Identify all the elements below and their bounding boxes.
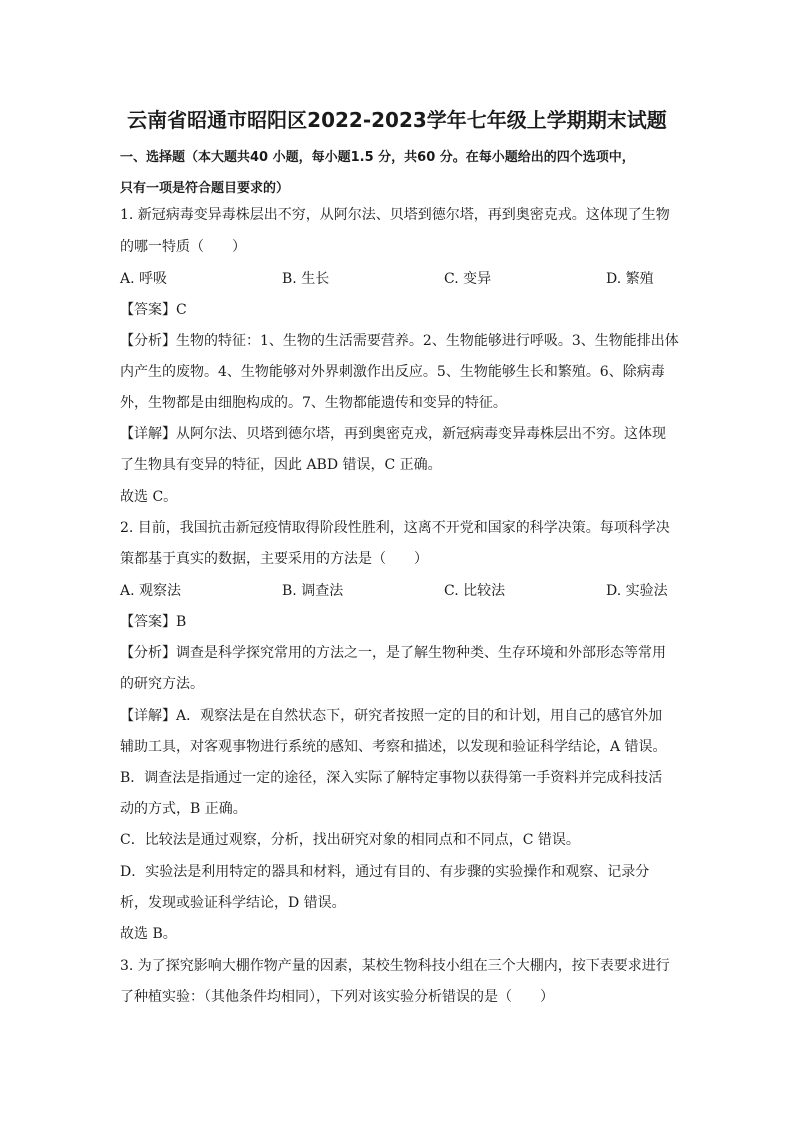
q2-detail: B．调查法是指通过一定的途径，深入实际了解特定事物以获得第一手资料并完成科技活 xyxy=(120,770,663,786)
q2-detail: 辅助工具，对客观事物进行系统的感知、考察和描述，以发现和验证科学结论，A 错误。 xyxy=(120,739,667,755)
q1-stem: 的哪一特质（ ） xyxy=(120,239,246,255)
q2-stem: 策都基于真实的数据，主要采用的方法是（ ） xyxy=(120,551,428,567)
q1-option-b: B. 生长 xyxy=(282,271,330,287)
q1-analysis: 外，生物都是由细胞构成的。7、生物都能遗传和变异的特征。 xyxy=(120,395,507,411)
q1-detail: 【详解】从阿尔法、贝塔到德尔塔，再到奥密克戎，新冠病毒变异毒株层出不穷。这体现 xyxy=(120,426,666,442)
q2-stem: 2. 目前，我国抗击新冠疫情取得阶段性胜利，这离不开党和国家的科学决策。每项科学决 xyxy=(120,520,670,536)
q3-stem: 了种植实验：（其他条件均相同），下列对该实验分析错误的是（ ） xyxy=(120,989,554,1005)
q1-analysis: 【分析】生物的特征：1、生物的生活需要营养。2、生物能够进行呼吸。3、生物能排出体 xyxy=(120,333,679,349)
q2-option-c: C. 比较法 xyxy=(444,583,506,599)
section-heading-line: 一、选择题（本大题共40 小题，每小题1.5 分，共60 分。在每小题给出的四个选项中， xyxy=(120,150,635,165)
q2-option-a: A. 观察法 xyxy=(120,583,182,599)
q1-stem: 1. 新冠病毒变异毒株层出不穷，从阿尔法、贝塔到德尔塔，再到奥密克戎。这体现了生物 xyxy=(120,207,670,223)
q1-analysis: 内产生的废物。4、生物能够对外界刺激作出反应。5、生物能够生长和繁殖。6、除病毒 xyxy=(120,364,665,380)
q2-conclusion: 故选 B。 xyxy=(120,926,177,942)
q2-detail: C．比较法是通过观察，分析，找出研究对象的相同点和不同点，C 错误。 xyxy=(120,832,580,848)
q2-detail: D．实验法是利用特定的器具和材料，通过有目的、有步骤的实验操作和观察、记录分 xyxy=(120,864,650,880)
q2-answer: 【答案】B xyxy=(120,614,187,630)
q1-detail: 了生物具有变异的特征，因此 ABD 错误，C 正确。 xyxy=(120,457,442,473)
q1-answer: 【答案】C xyxy=(120,302,187,318)
q2-analysis: 【分析】调查是科学探究常用的方法之一，是了解生物种类、生存环境和外部形态等常用 xyxy=(120,645,666,661)
q3-stem: 3. 为了探究影响大棚作物产量的因素，某校生物科技小组在三个大棚内，按下表要求进行 xyxy=(120,958,670,974)
q1-option-c: C. 变异 xyxy=(444,271,492,287)
q1-option-d: D. 繁殖 xyxy=(606,271,654,287)
q2-detail: 析，发现或验证科学结论，D 错误。 xyxy=(120,895,346,911)
q2-detail: 【详解】A．观察法是在自然状态下，研究者按照一定的目的和计划，用自己的感官外加 xyxy=(120,708,663,724)
q2-detail: 动的方式，B 正确。 xyxy=(120,801,247,817)
page-title: 云南省昭通市昭阳区2022-2023学年七年级上学期期末试题 xyxy=(127,108,667,132)
q2-option-d: D. 实验法 xyxy=(606,583,668,599)
q2-analysis: 的研究方法。 xyxy=(120,676,204,692)
q1-option-a: A. 呼吸 xyxy=(120,271,168,287)
q1-conclusion: 故选 C。 xyxy=(120,489,178,505)
section-heading xyxy=(120,142,680,204)
q2-option-b: B. 调查法 xyxy=(282,583,344,599)
section-heading-line: 只有一项是符合题目要求的） xyxy=(120,181,290,196)
